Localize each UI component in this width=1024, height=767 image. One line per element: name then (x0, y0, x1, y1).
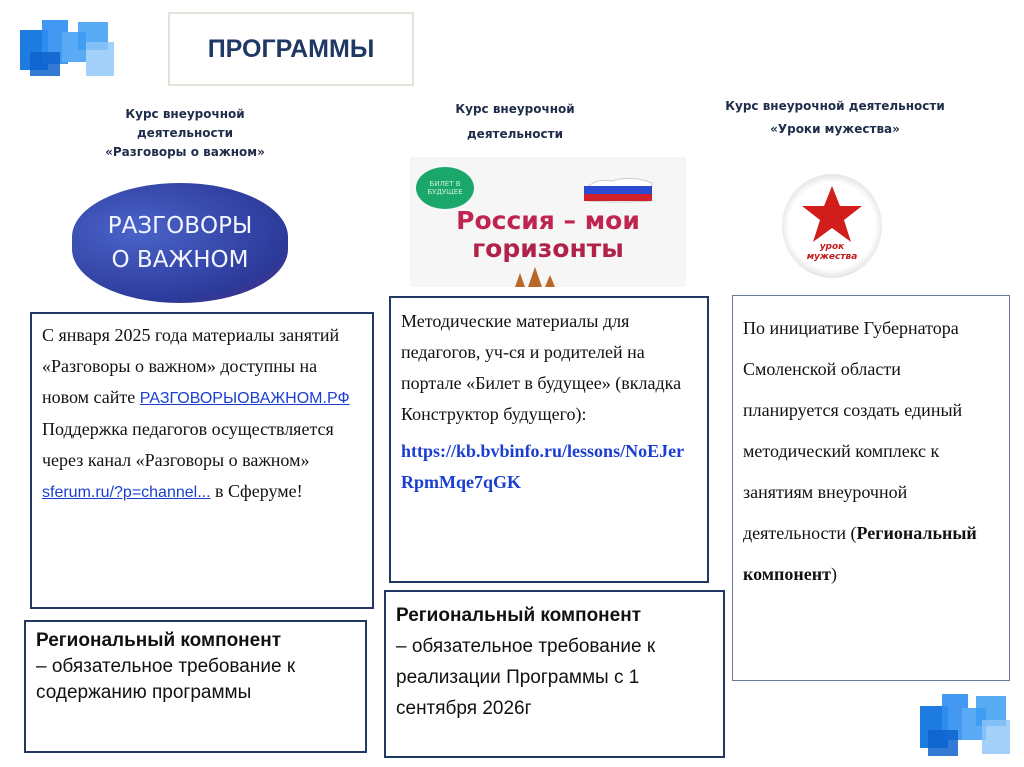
uroki-muzhestva-logo (782, 174, 882, 278)
caption-line: Курс внеурочной (125, 107, 245, 121)
caption-line: Курс внеурочной деятельности (725, 99, 945, 113)
text: – обязательное требование к реализации Программы с 1 сентября 2026г (396, 636, 656, 719)
caption-line: Курс внеурочной (455, 102, 575, 116)
regional-component-box-middle (384, 590, 725, 758)
logo-text: РАЗГОВОРЫ (107, 213, 253, 239)
bilet-info-box (389, 296, 709, 583)
course-caption-1 (40, 105, 330, 162)
logo-text: урок (819, 242, 845, 252)
regional-component-box-left (24, 620, 367, 753)
russia-horizons-logo (410, 157, 686, 287)
box-text (396, 600, 713, 724)
text: Поддержка педагогов осуществляется через канал «Разговоры о важном» (42, 419, 334, 470)
logo-text: О ВАЖНОМ (111, 247, 249, 273)
text: С января 2025 года материалы занятий «Разговоры о важном» доступны на новом сайте (42, 325, 340, 407)
razgovory-logo (72, 183, 288, 303)
bold-text: Региональный компонент (396, 605, 641, 626)
text: Методические материалы для педагогов, уч-ся и родителей на портале «Билет в будущее» (вкладка Конструктор будущего): (401, 311, 682, 424)
caption-line: деятельности (466, 127, 564, 141)
logo-text: мужества (806, 252, 858, 262)
logo-text: горизонты (472, 234, 624, 263)
text: По инициативе Губернатора Смоленской области планируется создать единый методический комплекс к занятиям внеурочной деятельности ( (743, 318, 963, 543)
cubes-logo-icon-bottom (916, 686, 1016, 762)
course-caption-2 (420, 97, 610, 147)
red-star-icon (800, 184, 864, 244)
text: в Сферуме! (210, 481, 303, 501)
box-text (401, 306, 697, 430)
logo-text: Россия – мои (456, 206, 640, 235)
box-text (42, 320, 362, 508)
bold-text: Региональный компонент (36, 630, 281, 651)
bilet-badge: БИЛЕТ В БУДУЩЕЕ (416, 167, 474, 209)
box-text (743, 308, 999, 595)
course-caption-3 (690, 95, 980, 141)
cathedral-icon (510, 263, 560, 287)
cubes-logo-icon (16, 12, 126, 84)
page-title: ПРОГРАММЫ (207, 34, 375, 63)
text: ) (831, 564, 837, 584)
caption-line: деятельности (136, 126, 234, 140)
text: – обязательное требование к содержанию программы (36, 656, 296, 703)
smolensk-info-box (732, 295, 1010, 681)
title-box (168, 12, 414, 86)
razgovory-info-box (30, 312, 374, 609)
razgovory-site-link[interactable]: РАЗГОВОРЫОВАЖНОМ.РФ (139, 390, 350, 407)
caption-line: «Уроки мужества» (770, 122, 900, 136)
box-text (36, 628, 355, 706)
russia-flag-map-icon (582, 173, 654, 203)
sferum-channel-link[interactable]: sferum.ru/?p=channel... (42, 484, 211, 501)
bilet-lessons-link[interactable]: https://kb.bvbinfo.ru/lessons/NoEJerRpmMqe7qGK (401, 441, 685, 492)
bold-text: Региональный компонент (743, 523, 977, 584)
caption-line: «Разговоры о важном» (105, 145, 265, 159)
